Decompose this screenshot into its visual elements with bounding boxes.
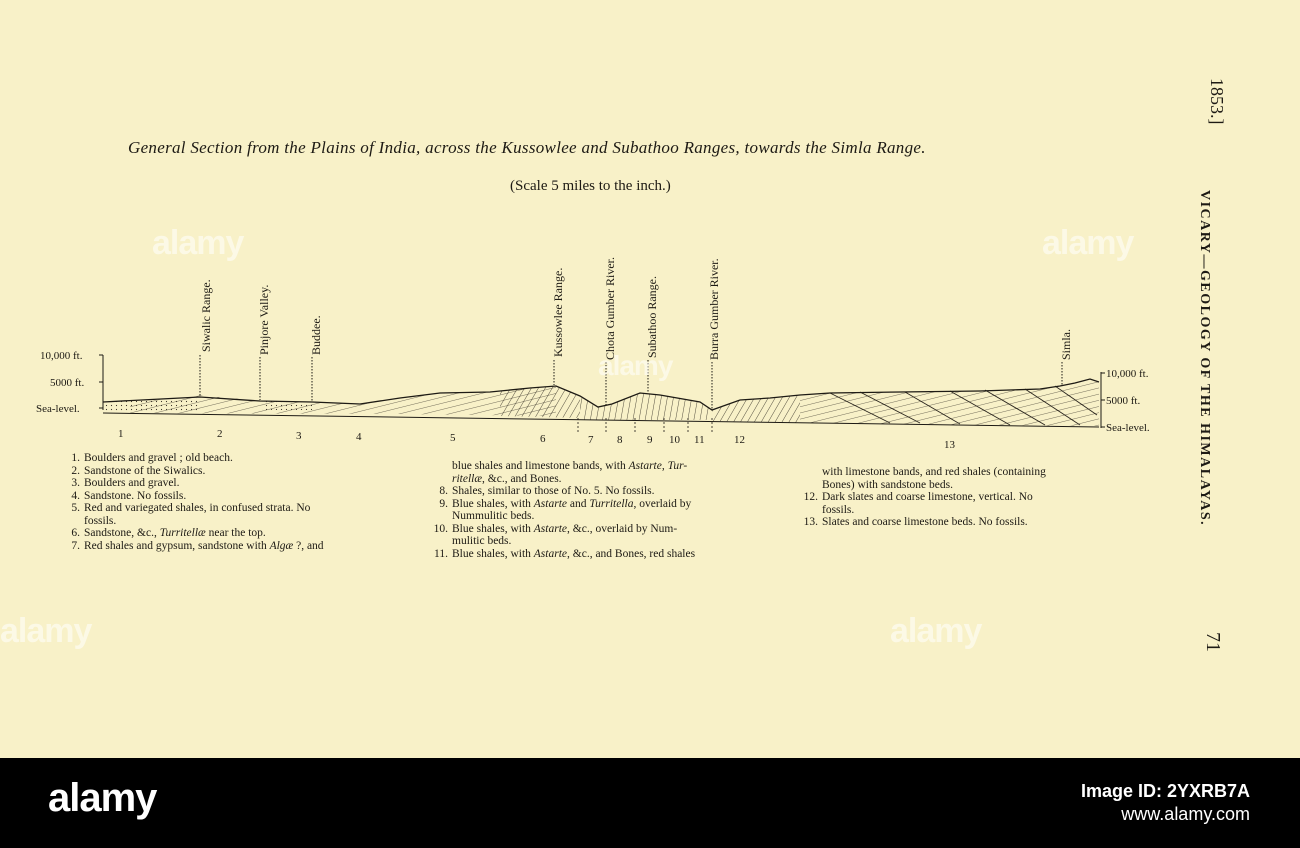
right-axis-10000: 10,000 ft.	[1106, 368, 1149, 380]
legend-item-12-cont: fossils.	[822, 503, 855, 516]
right-axis-sea-level: Sea-level.	[1106, 422, 1150, 434]
figure-title: General Section from the Plains of India, across the Kussowlee and Subathoo Ranges, towards the Simla Range.	[128, 138, 926, 157]
place-labels	[199, 257, 1073, 360]
legend-item-9-cont: Nummulitic beds.	[452, 510, 535, 522]
zone-number-11: 11	[694, 434, 705, 446]
legend-column-2	[430, 460, 780, 560]
watermark-logo: alamy	[598, 350, 673, 381]
legend-column-1	[62, 452, 402, 552]
legend-item-7: 7. Red shales and gypsum, sandstone with Algæ ?, and	[71, 539, 324, 552]
legend-item-10-cont: mulitic beds.	[452, 535, 512, 547]
label-siwalic-range: Siwalic Range.	[199, 279, 213, 352]
label-simla: Simla.	[1059, 328, 1073, 360]
legend-item-7-cont-2: ritellæ, &c., and Bones.	[452, 472, 562, 485]
zone-number-10: 10	[669, 434, 680, 446]
left-axis-10000: 10,000 ft.	[40, 350, 83, 362]
watermark-logo: alamy	[152, 224, 244, 262]
label-chota-gumber-river: Chota Gumber River.	[603, 257, 617, 360]
legend-item-6: 6. Sandstone, &c., Turritellæ near the top.	[71, 527, 266, 539]
watermark-logo: alamy	[890, 612, 982, 650]
legend-column-3	[800, 466, 1145, 529]
right-axis-5000: 5000 ft.	[1106, 395, 1141, 407]
running-head-year: 1853.]	[1207, 78, 1227, 125]
left-axis-5000: 5000 ft.	[50, 377, 85, 389]
legend-item-9: 9. Blue shales, with Astarte and Turritella, overlaid by	[439, 497, 692, 510]
legend-item-11: 11. Blue shales, with Astarte, &c., and Bones, red shales	[434, 547, 696, 560]
zone-number-12: 12	[734, 434, 745, 446]
stock-footer-bar	[0, 758, 1300, 848]
legend-item-8: 8. Shales, similar to those of No. 5. No fossils.	[439, 485, 655, 497]
image-id: Image ID: 2YXRB7A	[1080, 781, 1250, 801]
zone-number-13: 13	[944, 439, 955, 451]
legend-item-2: 2. Sandstone of the Siwalics.	[71, 464, 206, 477]
right-height-scale	[1101, 368, 1150, 434]
zone-number-7: 7	[588, 434, 594, 446]
zone-number-6: 6	[540, 433, 546, 445]
label-pinjore-valley: Pinjore Valley.	[257, 284, 271, 355]
running-head-title: VICARY—GEOLOGY OF THE HIMALAYAS.	[1197, 190, 1212, 527]
legend-item-1: 1. Boulders and gravel ; old beach.	[71, 452, 233, 464]
section-profile	[103, 379, 1099, 432]
label-burra-gumber-river: Burra Gumber River.	[707, 258, 721, 360]
label-kussowlee-range: Kussowlee Range.	[551, 267, 565, 357]
legend-item-13: 13. Slates and coarse limestone beds. No fossils.	[803, 516, 1028, 528]
legend-item-3: 3. Boulders and gravel.	[71, 477, 180, 489]
legend-item-5-cont: fossils.	[84, 514, 117, 527]
zone-number-8: 8	[617, 434, 623, 446]
zone-13-slates	[800, 379, 1099, 426]
alamy-logo: alamy	[48, 776, 157, 820]
watermark-logo: alamy	[0, 612, 92, 650]
legend-item-4: 4. Sandstone. No fossils.	[71, 489, 187, 502]
left-height-scale	[36, 350, 103, 415]
legend-item-7-cont: blue shales and limestone bands, with Astarte, Tur-	[452, 460, 688, 472]
label-subathoo-range: Subathoo Range.	[645, 276, 659, 358]
legend-item-12: 12. Dark slates and coarse limestone, vertical. No	[803, 491, 1033, 503]
legend-item-11-cont-2: Bones) with sandstone beds.	[822, 478, 953, 491]
zone-number-3: 3	[296, 430, 302, 442]
legend-item-5: 5. Red and variegated shales, in confused strata. No	[71, 502, 311, 514]
zone-numbers	[118, 428, 956, 451]
site-url: www.alamy.com	[1121, 804, 1250, 824]
zone-number-5: 5	[450, 432, 456, 444]
zone-number-1: 1	[118, 428, 124, 440]
scale-caption: (Scale 5 miles to the inch.)	[510, 178, 671, 194]
zone-number-9: 9	[647, 434, 653, 446]
watermark-logo: alamy	[1042, 224, 1134, 262]
left-axis-sea-level: Sea-level.	[36, 403, 80, 415]
legend-item-11-cont: with limestone bands, and red shales (containing	[822, 466, 1046, 478]
zone-number-4: 4	[356, 431, 362, 443]
image-id-block	[1081, 780, 1250, 826]
zone-number-2: 2	[217, 428, 223, 440]
label-buddee: Buddee.	[309, 315, 323, 355]
page-number: 71	[1202, 632, 1224, 652]
legend-item-10: 10. Blue shales, with Astarte, &c., overlaid by Num-	[433, 522, 678, 535]
